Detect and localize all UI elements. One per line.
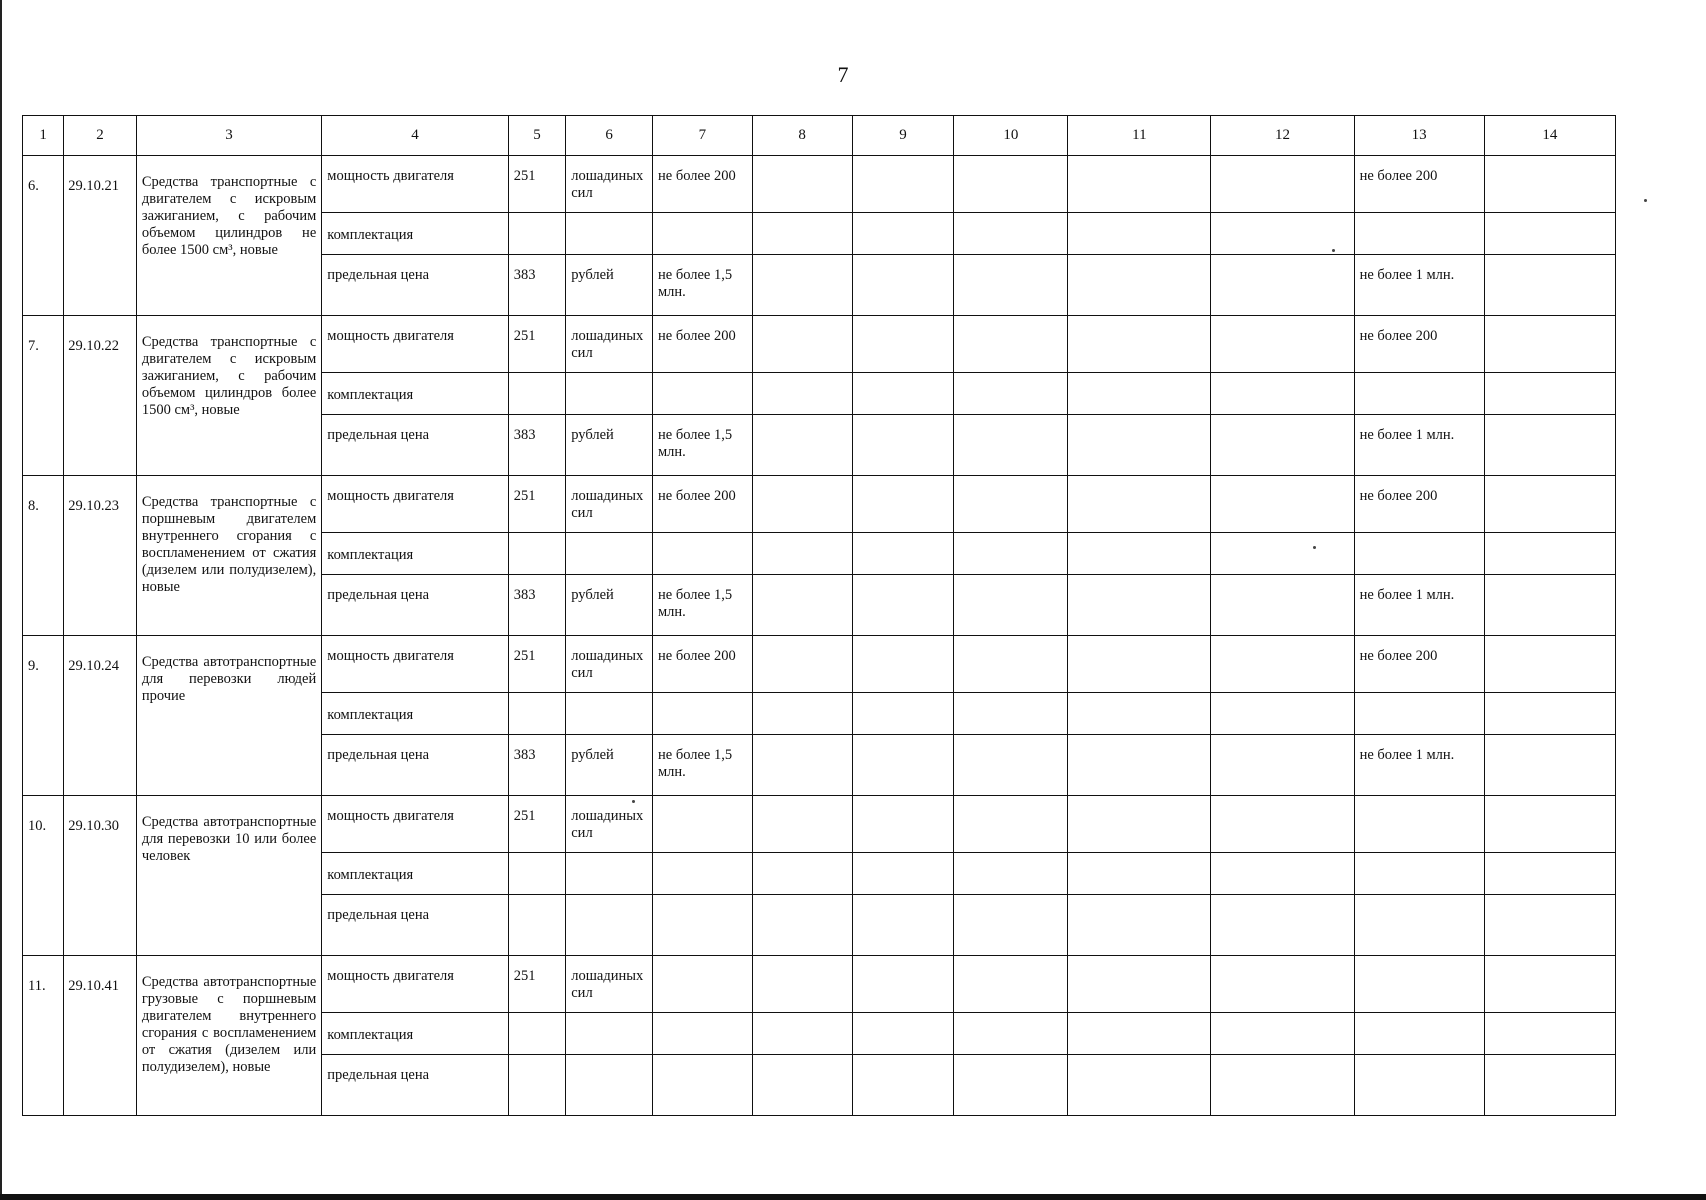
characteristic-name: предельная цена xyxy=(322,895,509,956)
value-col-14 xyxy=(1484,476,1615,533)
value-col-11 xyxy=(1068,895,1211,956)
value-col-13: не более 1 млн. xyxy=(1354,575,1484,636)
value-col-8 xyxy=(752,476,852,533)
okei-code: 251 xyxy=(508,796,565,853)
value-col-9 xyxy=(852,693,954,735)
scan-speck xyxy=(1644,199,1647,202)
col-header: 9 xyxy=(852,116,954,156)
unit-name xyxy=(566,1055,653,1116)
unit-name xyxy=(566,533,653,575)
value-col-12 xyxy=(1211,693,1354,735)
characteristic-name: комплектация xyxy=(322,1013,509,1055)
okpd-code: 29.10.24 xyxy=(64,636,137,796)
value-col-8 xyxy=(752,533,852,575)
value-col-9 xyxy=(852,316,954,373)
item-number: 8. xyxy=(23,476,64,636)
col-header: 11 xyxy=(1068,116,1211,156)
value-col-14 xyxy=(1484,255,1615,316)
value-col-13 xyxy=(1354,1055,1484,1116)
value-col-7 xyxy=(653,796,753,853)
characteristic-name: комплектация xyxy=(322,373,509,415)
value-col-12 xyxy=(1211,735,1354,796)
value-col-10 xyxy=(954,255,1068,316)
value-col-12 xyxy=(1211,796,1354,853)
value-col-14 xyxy=(1484,316,1615,373)
value-col-7: не более 1,5 млн. xyxy=(653,415,753,476)
value-col-7: не более 200 xyxy=(653,316,753,373)
value-col-10 xyxy=(954,796,1068,853)
value-col-7 xyxy=(653,853,753,895)
value-col-8 xyxy=(752,156,852,213)
unit-name xyxy=(566,1013,653,1055)
value-col-13: не более 200 xyxy=(1354,636,1484,693)
value-col-9 xyxy=(852,735,954,796)
value-col-10 xyxy=(954,476,1068,533)
okei-code: 251 xyxy=(508,956,565,1013)
row-engine-power xyxy=(23,956,1616,1013)
value-col-13 xyxy=(1354,213,1484,255)
value-col-7 xyxy=(653,533,753,575)
scan-speck xyxy=(1313,546,1316,549)
item-number: 11. xyxy=(23,956,64,1116)
okei-code xyxy=(508,853,565,895)
col-header: 3 xyxy=(136,116,321,156)
value-col-9 xyxy=(852,213,954,255)
value-col-8 xyxy=(752,796,852,853)
value-col-14 xyxy=(1484,1055,1615,1116)
value-col-9 xyxy=(852,156,954,213)
characteristic-name: мощность двигателя xyxy=(322,476,509,533)
characteristic-name: мощность двигателя xyxy=(322,636,509,693)
characteristic-name: мощность двигателя xyxy=(322,956,509,1013)
value-col-9 xyxy=(852,533,954,575)
value-col-14 xyxy=(1484,895,1615,956)
value-col-12 xyxy=(1211,476,1354,533)
scan-left-edge xyxy=(0,0,2,1200)
value-col-12 xyxy=(1211,956,1354,1013)
value-col-7 xyxy=(653,1013,753,1055)
col-header: 8 xyxy=(752,116,852,156)
unit-name xyxy=(566,895,653,956)
value-col-9 xyxy=(852,1013,954,1055)
value-col-7: не более 1,5 млн. xyxy=(653,575,753,636)
value-col-9 xyxy=(852,373,954,415)
col-header: 7 xyxy=(653,116,753,156)
value-col-14 xyxy=(1484,636,1615,693)
okei-code xyxy=(508,693,565,735)
value-col-13 xyxy=(1354,373,1484,415)
value-col-13 xyxy=(1354,533,1484,575)
value-col-11 xyxy=(1068,956,1211,1013)
value-col-13 xyxy=(1354,956,1484,1013)
value-col-13 xyxy=(1354,895,1484,956)
value-col-12 xyxy=(1211,255,1354,316)
characteristic-name: предельная цена xyxy=(322,415,509,476)
characteristic-name: предельная цена xyxy=(322,575,509,636)
value-col-8 xyxy=(752,316,852,373)
unit-name: лошадиных сил xyxy=(566,476,653,533)
col-header: 12 xyxy=(1211,116,1354,156)
value-col-7: не более 200 xyxy=(653,156,753,213)
value-col-7 xyxy=(653,373,753,415)
unit-name: лошадиных сил xyxy=(566,156,653,213)
value-col-7: не более 200 xyxy=(653,476,753,533)
value-col-7: не более 200 xyxy=(653,636,753,693)
value-col-10 xyxy=(954,316,1068,373)
item-name: Средства транспортные с двигателем с искровым зажиганием, с рабочим объемом цилиндров более 1500 см³, новые xyxy=(136,316,321,476)
value-col-10 xyxy=(954,213,1068,255)
value-col-12 xyxy=(1211,533,1354,575)
value-col-10 xyxy=(954,533,1068,575)
value-col-12 xyxy=(1211,853,1354,895)
value-col-13: не более 200 xyxy=(1354,476,1484,533)
value-col-7 xyxy=(653,1055,753,1116)
value-col-14 xyxy=(1484,853,1615,895)
value-col-8 xyxy=(752,1055,852,1116)
value-col-10 xyxy=(954,373,1068,415)
value-col-12 xyxy=(1211,575,1354,636)
unit-name xyxy=(566,693,653,735)
value-col-11 xyxy=(1068,156,1211,213)
value-col-14 xyxy=(1484,213,1615,255)
value-col-11 xyxy=(1068,213,1211,255)
value-col-13: не более 1 млн. xyxy=(1354,415,1484,476)
characteristic-name: комплектация xyxy=(322,213,509,255)
okpd-code: 29.10.41 xyxy=(64,956,137,1116)
value-col-8 xyxy=(752,853,852,895)
value-col-7 xyxy=(653,895,753,956)
value-col-8 xyxy=(752,1013,852,1055)
okpd-code: 29.10.22 xyxy=(64,316,137,476)
value-col-14 xyxy=(1484,735,1615,796)
value-col-8 xyxy=(752,575,852,636)
col-header: 14 xyxy=(1484,116,1615,156)
value-col-13: не более 200 xyxy=(1354,316,1484,373)
value-col-12 xyxy=(1211,1013,1354,1055)
row-engine-power xyxy=(23,316,1616,373)
row-engine-power xyxy=(23,796,1616,853)
value-col-9 xyxy=(852,895,954,956)
okei-code: 383 xyxy=(508,735,565,796)
okei-code xyxy=(508,533,565,575)
value-col-12 xyxy=(1211,316,1354,373)
okei-code xyxy=(508,1013,565,1055)
characteristic-name: мощность двигателя xyxy=(322,156,509,213)
okei-code xyxy=(508,1055,565,1116)
value-col-8 xyxy=(752,693,852,735)
value-col-12 xyxy=(1211,156,1354,213)
okei-code: 251 xyxy=(508,636,565,693)
unit-name: рублей xyxy=(566,415,653,476)
okei-code: 251 xyxy=(508,476,565,533)
value-col-11 xyxy=(1068,316,1211,373)
unit-name: рублей xyxy=(566,575,653,636)
value-col-10 xyxy=(954,1055,1068,1116)
value-col-13 xyxy=(1354,796,1484,853)
value-col-13: не более 1 млн. xyxy=(1354,735,1484,796)
value-col-12 xyxy=(1211,895,1354,956)
okei-code: 383 xyxy=(508,415,565,476)
unit-name: рублей xyxy=(566,255,653,316)
item-number: 10. xyxy=(23,796,64,956)
value-col-9 xyxy=(852,575,954,636)
value-col-11 xyxy=(1068,1055,1211,1116)
value-col-12 xyxy=(1211,373,1354,415)
value-col-9 xyxy=(852,1055,954,1116)
value-col-9 xyxy=(852,636,954,693)
scan-speck xyxy=(632,800,635,803)
value-col-10 xyxy=(954,1013,1068,1055)
value-col-14 xyxy=(1484,373,1615,415)
item-number: 6. xyxy=(23,156,64,316)
value-col-13 xyxy=(1354,1013,1484,1055)
value-col-7 xyxy=(653,213,753,255)
characteristic-name: комплектация xyxy=(322,693,509,735)
row-engine-power xyxy=(23,636,1616,693)
value-col-11 xyxy=(1068,255,1211,316)
value-col-12 xyxy=(1211,1055,1354,1116)
value-col-10 xyxy=(954,156,1068,213)
value-col-14 xyxy=(1484,1013,1615,1055)
okei-code: 251 xyxy=(508,156,565,213)
col-header: 13 xyxy=(1354,116,1484,156)
unit-name: рублей xyxy=(566,735,653,796)
value-col-7 xyxy=(653,693,753,735)
col-header: 5 xyxy=(508,116,565,156)
value-col-14 xyxy=(1484,533,1615,575)
value-col-8 xyxy=(752,213,852,255)
value-col-13 xyxy=(1354,853,1484,895)
value-col-14 xyxy=(1484,693,1615,735)
col-header: 6 xyxy=(566,116,653,156)
col-header: 4 xyxy=(322,116,509,156)
value-col-10 xyxy=(954,415,1068,476)
okei-code xyxy=(508,213,565,255)
value-col-13: не более 200 xyxy=(1354,156,1484,213)
item-name: Средства автотранспортные для перевозки людей прочие xyxy=(136,636,321,796)
okei-code xyxy=(508,373,565,415)
value-col-14 xyxy=(1484,956,1615,1013)
okei-code: 383 xyxy=(508,575,565,636)
value-col-9 xyxy=(852,956,954,1013)
item-number: 9. xyxy=(23,636,64,796)
value-col-12 xyxy=(1211,415,1354,476)
okpd-code: 29.10.23 xyxy=(64,476,137,636)
requirements-table xyxy=(22,115,1616,1116)
value-col-9 xyxy=(852,255,954,316)
value-col-10 xyxy=(954,693,1068,735)
item-name: Средства транспортные с поршневым двигателем внутреннего сгорания с воспламенением от сжатия (дизелем или полудизелем), новые xyxy=(136,476,321,636)
value-col-10 xyxy=(954,575,1068,636)
unit-name xyxy=(566,853,653,895)
okei-code: 383 xyxy=(508,255,565,316)
value-col-9 xyxy=(852,476,954,533)
value-col-11 xyxy=(1068,533,1211,575)
value-col-11 xyxy=(1068,575,1211,636)
value-col-8 xyxy=(752,636,852,693)
unit-name: лошадиных сил xyxy=(566,796,653,853)
value-col-11 xyxy=(1068,796,1211,853)
col-header: 2 xyxy=(64,116,137,156)
value-col-9 xyxy=(852,415,954,476)
value-col-10 xyxy=(954,636,1068,693)
characteristic-name: комплектация xyxy=(322,533,509,575)
characteristic-name: комплектация xyxy=(322,853,509,895)
item-number: 7. xyxy=(23,316,64,476)
row-engine-power xyxy=(23,476,1616,533)
value-col-11 xyxy=(1068,636,1211,693)
value-col-7: не более 1,5 млн. xyxy=(653,735,753,796)
value-col-10 xyxy=(954,853,1068,895)
value-col-13: не более 1 млн. xyxy=(1354,255,1484,316)
header-row xyxy=(23,116,1616,156)
table-body xyxy=(23,156,1616,1116)
characteristic-name: предельная цена xyxy=(322,1055,509,1116)
value-col-14 xyxy=(1484,575,1615,636)
characteristic-name: мощность двигателя xyxy=(322,796,509,853)
value-col-13 xyxy=(1354,693,1484,735)
col-header: 1 xyxy=(23,116,64,156)
value-col-8 xyxy=(752,255,852,316)
okpd-code: 29.10.21 xyxy=(64,156,137,316)
value-col-14 xyxy=(1484,156,1615,213)
characteristic-name: предельная цена xyxy=(322,255,509,316)
value-col-9 xyxy=(852,853,954,895)
item-name: Средства автотранспортные для перевозки 10 или более человек xyxy=(136,796,321,956)
value-col-8 xyxy=(752,956,852,1013)
value-col-10 xyxy=(954,895,1068,956)
scan-speck xyxy=(1332,249,1335,252)
value-col-11 xyxy=(1068,373,1211,415)
value-col-12 xyxy=(1211,636,1354,693)
row-engine-power xyxy=(23,156,1616,213)
unit-name xyxy=(566,213,653,255)
characteristic-name: мощность двигателя xyxy=(322,316,509,373)
unit-name: лошадиных сил xyxy=(566,316,653,373)
value-col-11 xyxy=(1068,476,1211,533)
value-col-14 xyxy=(1484,415,1615,476)
okei-code xyxy=(508,895,565,956)
value-col-8 xyxy=(752,373,852,415)
value-col-14 xyxy=(1484,796,1615,853)
scan-bottom-bar xyxy=(0,1194,1706,1200)
item-name: Средства транспортные с двигателем с искровым зажиганием, с рабочим объемом цилиндров не более 1500 см³, новые xyxy=(136,156,321,316)
value-col-8 xyxy=(752,735,852,796)
unit-name: лошадиных сил xyxy=(566,636,653,693)
value-col-9 xyxy=(852,796,954,853)
value-col-11 xyxy=(1068,1013,1211,1055)
value-col-7: не более 1,5 млн. xyxy=(653,255,753,316)
okei-code: 251 xyxy=(508,316,565,373)
value-col-7 xyxy=(653,956,753,1013)
value-col-8 xyxy=(752,415,852,476)
item-name: Средства автотранспортные грузовые с поршневым двигателем внутреннего сгорания с воспламенением от сжатия (дизелем или полудизелем), новые xyxy=(136,956,321,1116)
unit-name xyxy=(566,373,653,415)
value-col-8 xyxy=(752,895,852,956)
value-col-11 xyxy=(1068,415,1211,476)
value-col-11 xyxy=(1068,853,1211,895)
characteristic-name: предельная цена xyxy=(322,735,509,796)
value-col-10 xyxy=(954,735,1068,796)
value-col-10 xyxy=(954,956,1068,1013)
value-col-11 xyxy=(1068,693,1211,735)
col-header: 10 xyxy=(954,116,1068,156)
page-number: 7 xyxy=(837,62,849,87)
unit-name: лошадиных сил xyxy=(566,956,653,1013)
value-col-11 xyxy=(1068,735,1211,796)
okpd-code: 29.10.30 xyxy=(64,796,137,956)
